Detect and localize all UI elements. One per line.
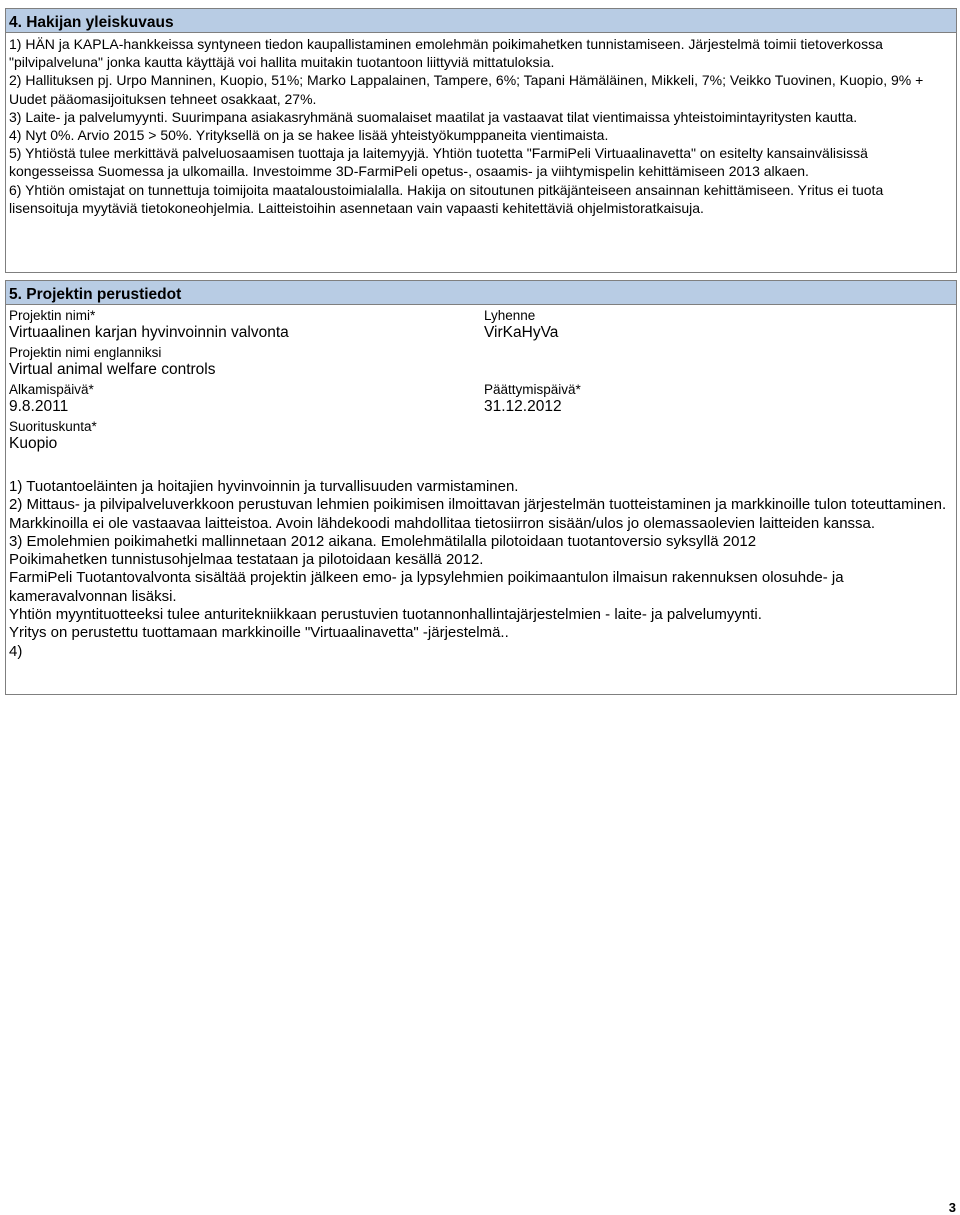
- abbreviation-label: Lyhenne: [484, 308, 536, 323]
- section-project-basics: [5, 280, 957, 695]
- project-fields: [9, 308, 953, 456]
- abbreviation-value: VirKaHyVa: [484, 324, 559, 341]
- description-line: 2) Mittaus- ja pilvipalveluverkkoon perustuvan lehmien poikimisen ilmoittavan järjestelmän tuotteistaminen ja markkinoille tulon toteuttaminen. Markkinoilla ei ole vastaavaa laitteistoa. Avoin lähdekoodi mahdollitaa tietosiirron sisään/ulos jo olemassaolevien laitteiden kanssa.: [9, 496, 947, 532]
- end-date-label: Päättymispäivä*: [484, 382, 581, 397]
- description-line: Yhtiön myyntituotteeksi tulee anturitekniikkaan perustuvien tuotannonhallintajärjestelmien - laite- ja palvelumyynti.: [9, 606, 762, 624]
- description-line: 3) Emolehmien poikimahetki mallinnetaan 2012 aikana. Emolehmätilalla pilotoidaan tuotantoversio syksyllä 2012: [9, 532, 757, 550]
- municipality-label: Suorituskunta*: [9, 419, 97, 434]
- start-date-label: Alkamispäivä*: [9, 382, 94, 397]
- end-date-field: [484, 382, 581, 416]
- municipality-field: [9, 419, 97, 453]
- paragraph: 5) Yhtiöstä tulee merkittävä palveluosaamisen tuottaja ja laitemyyjä. Yhtiön tuotetta "FarmiPeli Virtuaalinavetta" on esitelty kansainvälisissä kongesseissa Suomessa ja ulkomailla. Investoimme 3D-FarmiPeli opetus-, osaamis- ja viihtymispelin kehittämiseen 2013 alkaen.: [9, 145, 868, 180]
- project-description: [9, 478, 953, 661]
- paragraph: 2) Hallituksen pj. Urpo Manninen, Kuopio, 51%; Marko Lappalainen, Tampere, 6%; Tapani Hämäläinen, Mikkeli, 7%; Veikko Tuovinen, Kuopio, 9% + Uudet pääomasijoituksen tehneet osakkaat, 27%.: [9, 72, 924, 107]
- end-date-value: 31.12.2012: [484, 398, 562, 415]
- section-body: [5, 32, 957, 273]
- project-name-english-label: Projektin nimi englanniksi: [9, 345, 162, 360]
- project-name-english-value: Virtual animal welfare controls: [9, 361, 216, 378]
- paragraph: 3) Laite- ja palvelumyynti. Suurimpana asiakasryhmänä suomalaiset maatilat ja vastaavat tilat vientimaissa yhteistoimintayritysten kautta.: [9, 108, 858, 125]
- paragraph: 6) Yhtiön omistajat on tunnettuja toimijoita maataloustoimialalla. Hakija on sitoutunen pitkäjänteiseen ansainnan kehittämiseen. Yritus ei tuota lisensoituja myytäviä tietokoneohjelmia. Laitteistoihin asennetaan vain vapaasti kehitettäviä ohjelmistoratkaisuja.: [9, 181, 884, 216]
- section-applicant-overview: [5, 8, 957, 273]
- start-date-field: [9, 382, 94, 416]
- description-line: 4): [9, 642, 23, 660]
- project-name-english-field: [9, 345, 215, 379]
- municipality-value: Kuopio: [9, 435, 58, 452]
- description-line: 1) Tuotantoeläinten ja hoitajien hyvinvoinnin ja turvallisuuden varmistaminen.: [9, 478, 519, 495]
- description-line: FarmiPeli Tuotantovalvonta sisältää projektin jälkeen emo- ja lypsylehmien poikimaantulon ilmaisun rakennuksen olosuhde- ja kameravalvonnan lisäksi.: [9, 569, 844, 605]
- project-name-label: Projektin nimi*: [9, 308, 96, 323]
- section-heading: 5. Projektin perustiedot: [5, 280, 957, 304]
- project-name-value: Virtuaalinen karjan hyvinvoinnin valvonta: [9, 324, 289, 341]
- paragraph: 4) Nyt 0%. Arvio 2015 > 50%. Yrityksellä on ja se hakee lisää yhteistyökumppaneita vientimaista.: [9, 127, 609, 144]
- abbreviation-field: [484, 308, 558, 342]
- description-line: Yritys on perustettu tuottamaan markkinoille "Virtuaalinavetta" -järjestelmä..: [9, 624, 509, 642]
- section-body: [5, 304, 957, 695]
- project-name-field: [9, 308, 289, 342]
- section-heading: 4. Hakijan yleiskuvaus: [5, 8, 957, 32]
- start-date-value: 9.8.2011: [9, 398, 69, 415]
- description-line: Poikimahetken tunnistusohjelmaa testataan ja pilotoidaan kesällä 2012.: [9, 551, 484, 569]
- page-number: 3: [948, 1200, 956, 1215]
- paragraph: 1) HÄN ja KAPLA-hankkeissa syntyneen tiedon kaupallistaminen emolehmän poikimahetken tunnistamiseen. Järjestelmä toimii tietoverkossa "pilvipalveluna" jonka kautta käyttäjä voi hallita muitakin tuotantoon liittyviä mittatuloksia.: [9, 36, 883, 71]
